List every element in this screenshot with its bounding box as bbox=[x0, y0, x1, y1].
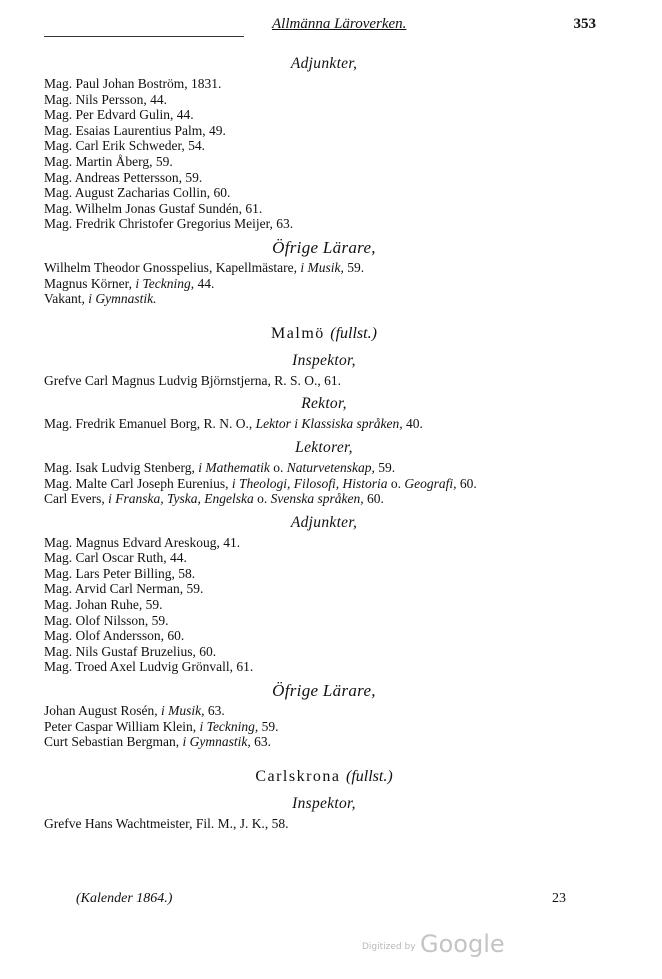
entry-text: 44. bbox=[194, 275, 215, 291]
watermark-prefix: Digitized by bbox=[362, 942, 416, 952]
entry-subject: i Teckning, bbox=[199, 718, 259, 734]
entry-subject: Lektor i Klassiska språken, bbox=[255, 416, 403, 432]
footer-signature-mark: (Kalender 1864.) bbox=[76, 891, 173, 906]
entry-line bbox=[44, 581, 604, 597]
school-note: (fullst.) bbox=[330, 324, 377, 342]
entry-subject: i Musik, bbox=[161, 703, 205, 719]
entry-text: Mag. Carl Erik Schweder, 54. bbox=[44, 138, 206, 154]
entry-text: Mag. Fredrik Christofer Gregorius Meijer, 63. bbox=[44, 216, 294, 232]
entry-line bbox=[44, 201, 604, 217]
entry-line bbox=[44, 123, 604, 139]
entry-text: Mag. Magnus Edvard Areskoug, 41. bbox=[44, 534, 241, 550]
entry-text: Curt Sebastian Bergman, bbox=[44, 734, 183, 750]
entry-text: Mag. Nils Persson, 44. bbox=[44, 91, 168, 107]
entry-subject: Geografi, bbox=[404, 475, 457, 491]
entry-text: 63. bbox=[204, 703, 225, 719]
school-heading bbox=[44, 323, 604, 345]
entry-text: Grefve Carl Magnus Ludvig Björnstjerna, R. S. O., 61. bbox=[44, 372, 341, 388]
entry-line bbox=[44, 659, 604, 675]
digitization-watermark bbox=[362, 930, 505, 960]
entry-text: Mag. Martin Åberg, 59. bbox=[44, 153, 173, 169]
entry-text: Magnus Körner, bbox=[44, 275, 136, 291]
entry-text: Carl Evers, bbox=[44, 491, 109, 507]
entry-subject: Svenska språken, bbox=[270, 491, 364, 507]
entry-subject: i Gymnastik. bbox=[88, 291, 157, 307]
entry-subject: Naturvetenskap, bbox=[286, 459, 375, 475]
section-heading: Adjunkter, bbox=[290, 513, 358, 531]
entry-line bbox=[44, 216, 604, 232]
entry-text: 59. bbox=[258, 718, 279, 734]
entry-text: Mag. Olof Nilsson, 59. bbox=[44, 612, 169, 628]
entry-text: Mag. Arvid Carl Nerman, 59. bbox=[44, 581, 204, 597]
entry-subject: i Franska, Tyska, Engelska bbox=[108, 491, 254, 507]
footer-sheet-number: 23 bbox=[552, 891, 566, 906]
entry-line bbox=[44, 816, 604, 832]
entry-text: Mag. Isak Ludvig Stenberg, bbox=[44, 459, 199, 475]
entry-text: Mag. Malte Carl Joseph Eurenius, bbox=[44, 475, 232, 491]
entry-line bbox=[44, 460, 604, 476]
entry-text: Peter Caspar William Klein, bbox=[44, 718, 200, 734]
entry-line bbox=[44, 550, 604, 566]
entry-subject: i Mathematik bbox=[198, 459, 270, 475]
section-heading: Adjunkter, bbox=[290, 55, 358, 72]
entry-line bbox=[44, 76, 604, 92]
entry-line bbox=[44, 260, 604, 276]
entry-line bbox=[44, 92, 604, 108]
entry-line bbox=[44, 628, 604, 644]
entry-text: Wilhelm Theodor Gnosspelius, Kapellmästare, bbox=[44, 259, 301, 275]
entry-text: o. bbox=[387, 475, 405, 491]
entry-line bbox=[44, 703, 604, 719]
running-title: Allmänna Läroverken. bbox=[272, 16, 407, 32]
entry-line bbox=[44, 491, 604, 507]
entry-text: 59. bbox=[343, 259, 365, 275]
entry-line bbox=[44, 597, 604, 613]
entry-subject: i Musik, bbox=[300, 259, 344, 275]
entry-line bbox=[44, 138, 604, 154]
school-name: Malmö bbox=[271, 324, 325, 342]
page-number: 353 bbox=[573, 16, 596, 32]
section-heading: Öfrige Lärare, bbox=[272, 681, 376, 701]
document-body bbox=[44, 48, 604, 831]
entry-text: Mag. Esaias Laurentius Palm, 49. bbox=[44, 122, 226, 138]
entry-subject: i Teckning, bbox=[135, 275, 195, 291]
entry-text: Mag. Johan Ruhe, 59. bbox=[44, 597, 163, 613]
school-name: Carlskrona bbox=[255, 767, 341, 785]
entry-line bbox=[44, 170, 604, 186]
watermark-brand: Google bbox=[420, 930, 505, 958]
entry-text: Mag. Carl Oscar Ruth, 44. bbox=[44, 550, 187, 566]
entry-text: Johan August Rosén, bbox=[44, 703, 162, 719]
entry-text: Mag. Troed Axel Ludvig Grönvall, 61. bbox=[44, 659, 254, 675]
entry-line bbox=[44, 373, 604, 389]
entry-line bbox=[44, 613, 604, 629]
entry-line bbox=[44, 185, 604, 201]
section-heading: Lektorer, bbox=[295, 438, 353, 456]
section-heading: Inspektor, bbox=[292, 794, 356, 812]
school-note: (fullst.) bbox=[346, 767, 393, 785]
page-header bbox=[44, 16, 604, 38]
entry-text: 40. bbox=[402, 416, 423, 432]
entry-text: 60. bbox=[363, 491, 384, 507]
entry-line bbox=[44, 276, 604, 292]
entry-text: 60. bbox=[456, 475, 477, 491]
entry-line bbox=[44, 476, 604, 492]
entry-text: Mag. Fredrik Emanuel Borg, R. N. O., bbox=[44, 416, 256, 432]
entry-text: o. bbox=[253, 491, 271, 507]
entry-line bbox=[44, 535, 604, 551]
entry-subject: i Gymnastik, bbox=[182, 734, 251, 750]
entry-line bbox=[44, 107, 604, 123]
entry-text: Mag. August Zacharias Collin, 60. bbox=[44, 185, 231, 201]
entry-text: Mag. Nils Gustaf Bruzelius, 60. bbox=[44, 643, 217, 659]
section-heading: Rektor, bbox=[301, 395, 347, 413]
header-rule bbox=[44, 36, 244, 37]
entry-line bbox=[44, 566, 604, 582]
school-heading bbox=[44, 766, 604, 788]
entry-text: Mag. Andreas Pettersson, 59. bbox=[44, 169, 203, 185]
entry-text: o. bbox=[269, 459, 287, 475]
section-heading: Inspektor, bbox=[292, 351, 356, 369]
entry-text: Mag. Lars Peter Billing, 58. bbox=[44, 565, 196, 581]
entry-line bbox=[44, 719, 604, 735]
entry-line bbox=[44, 734, 604, 750]
entry-line bbox=[44, 644, 604, 660]
entry-text: 63. bbox=[250, 734, 271, 750]
entry-text: 59. bbox=[374, 459, 396, 475]
page-footer bbox=[76, 891, 566, 911]
entry-text: Grefve Hans Wachtmeister, Fil. M., J. K., 58. bbox=[44, 815, 289, 831]
entry-text: Mag. Olof Andersson, 60. bbox=[44, 628, 185, 644]
entry-text: Mag. Wilhelm Jonas Gustaf Sundén, 61. bbox=[44, 200, 263, 216]
section-heading: Öfrige Lärare, bbox=[272, 237, 376, 257]
entry-subject: i Theologi, Filosofi, Historia bbox=[231, 475, 388, 491]
entry-line bbox=[44, 291, 604, 307]
entry-line bbox=[44, 154, 604, 170]
entry-text: Mag. Per Edvard Gulin, 44. bbox=[44, 107, 194, 123]
entry-text: Mag. Paul Johan Boström, 1831. bbox=[44, 76, 222, 91]
entry-text: Vakant, bbox=[44, 291, 89, 307]
entry-line bbox=[44, 416, 604, 432]
